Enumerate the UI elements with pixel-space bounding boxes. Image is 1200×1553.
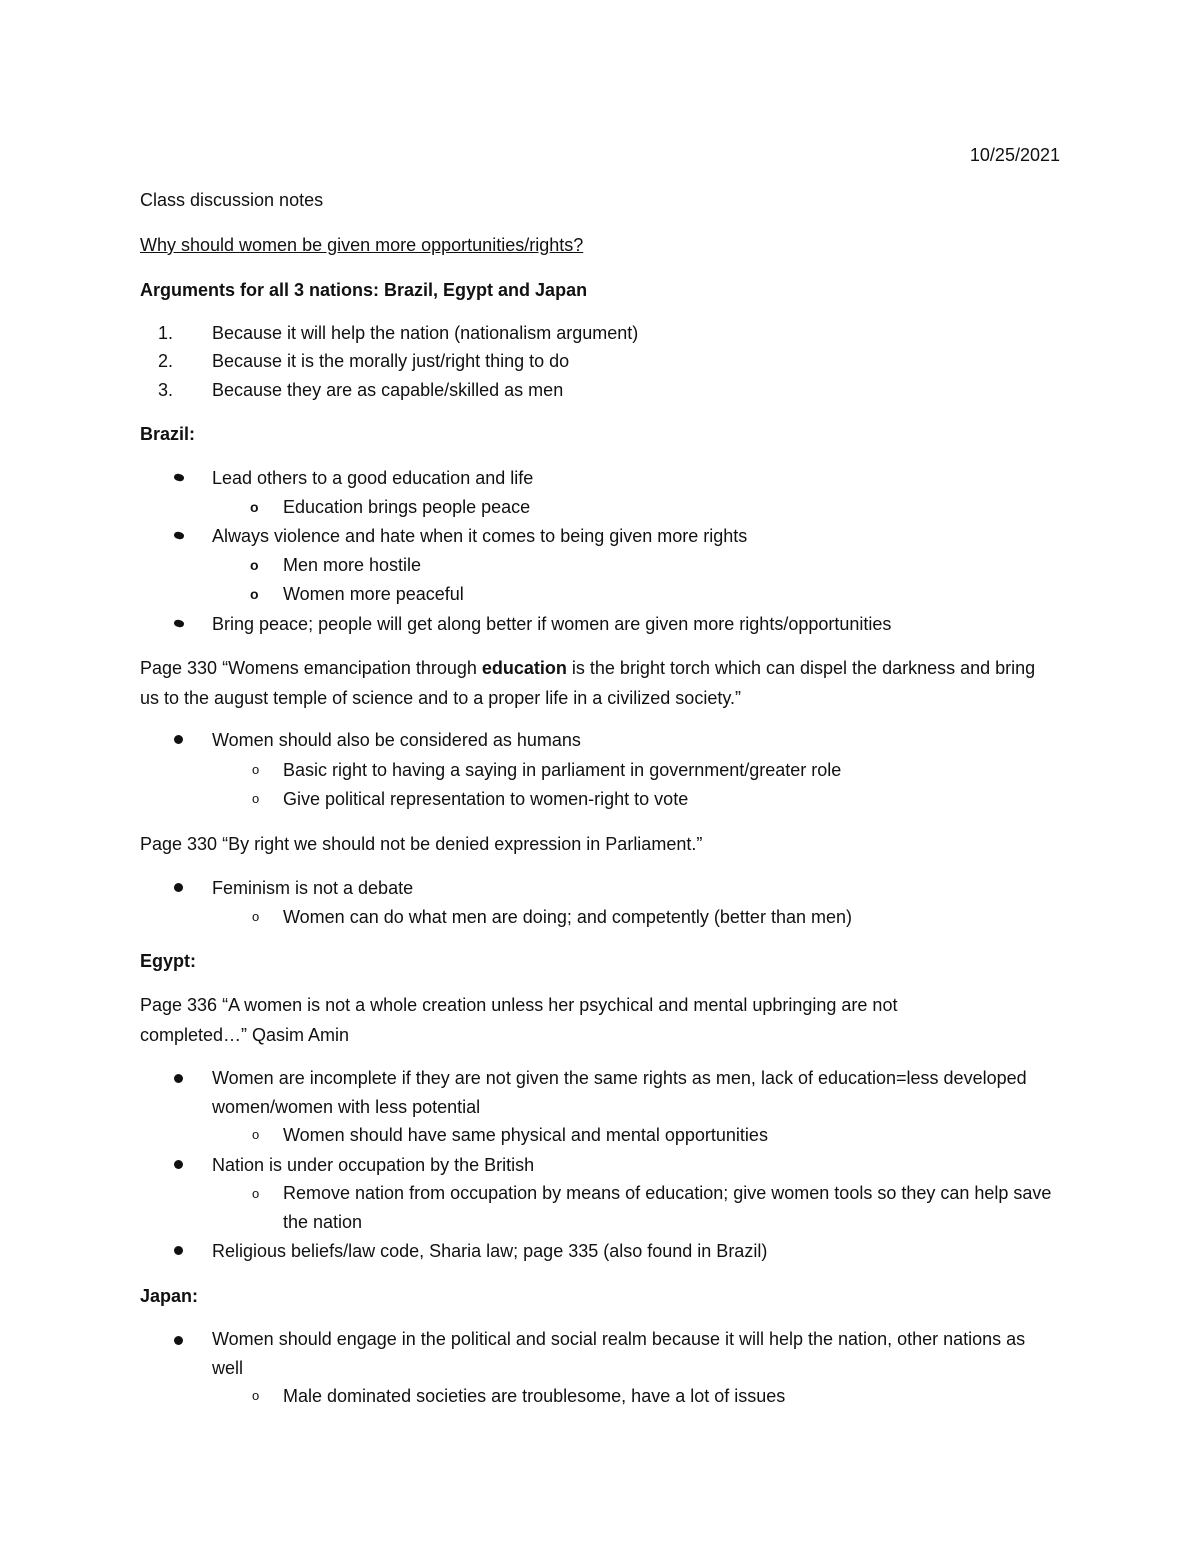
- question-title: Why should women be given more opportunities/rights?: [140, 235, 584, 255]
- list-item: Bring peace; people will get along better if women are given more rights/opportunities: [212, 614, 892, 634]
- quote-text: is the bright torch which can dispel the darkness and bring us to the august temple of science and to a proper life in a civilized society.”: [140, 658, 1036, 708]
- quote-text: Page 330 “Womens emancipation through: [140, 658, 482, 678]
- sub-bullet-icon: o: [250, 586, 259, 602]
- list-item: Basic right to having a saying in parliament in government/greater role: [283, 760, 842, 780]
- sub-bullet-icon: o: [252, 1186, 260, 1201]
- sub-bullet-icon: o: [252, 909, 260, 924]
- all-nations-title: Arguments for all 3 nations: Brazil, Egypt and Japan: [140, 280, 588, 300]
- sub-bullet-icon: o: [252, 1127, 260, 1142]
- egypt-title: Egypt:: [140, 951, 196, 971]
- bullet-icon: [174, 735, 183, 744]
- list-item: Women should also be considered as humans: [212, 730, 581, 750]
- heading: Class discussion notes: [140, 190, 324, 210]
- list-number: 2.: [158, 351, 174, 371]
- bullet-icon: [174, 883, 183, 892]
- list-item: Give political representation to women-right to vote: [283, 789, 689, 809]
- list-item: Religious beliefs/law code, Sharia law; page 335 (also found in Brazil): [212, 1241, 768, 1261]
- list-item: Always violence and hate when it comes to being given more rights: [212, 526, 748, 546]
- bullet-icon: [174, 1246, 183, 1255]
- sub-bullet-icon: o: [252, 1388, 260, 1403]
- list-item: Nation is under occupation by the British: [212, 1155, 535, 1175]
- list-item: Remove nation from occupation by means of education; give women tools so they can help save the nation: [283, 1183, 1052, 1232]
- list-item: Women should have same physical and mental opportunities: [283, 1125, 768, 1145]
- list-item: Because they are as capable/skilled as men: [212, 380, 564, 400]
- bullet-icon: [173, 619, 185, 629]
- list-item: Because it is the morally just/right thing to do: [212, 351, 570, 371]
- list-item: Education brings people peace: [283, 497, 531, 517]
- quote-paragraph: [140, 653, 1050, 713]
- list-number: 3.: [158, 380, 174, 400]
- sub-bullet-icon: o: [250, 499, 259, 515]
- japan-title: Japan:: [140, 1286, 199, 1306]
- list-item: Men more hostile: [283, 555, 422, 575]
- quote-emphasis: education: [481, 658, 567, 678]
- list-item: Women should engage in the political and social realm because it will help the nation, other nations as well: [212, 1329, 1026, 1378]
- bullet-icon: [173, 531, 185, 541]
- bullet-icon: [174, 1336, 183, 1345]
- list-item: Women can do what men are doing; and competently (better than men): [283, 907, 852, 927]
- quote-paragraph: Page 336 “A women is not a whole creation unless her psychical and mental upbringing are not completed…” Qasim Amin: [140, 995, 898, 1045]
- list-item: Because it will help the nation (nationalism argument): [212, 323, 639, 343]
- sub-bullet-icon: o: [252, 791, 260, 806]
- bullet-icon: [174, 1074, 183, 1083]
- list-item: Feminism is not a debate: [212, 878, 414, 898]
- brazil-title: Brazil:: [140, 424, 196, 444]
- list-item: Women are incomplete if they are not given the same rights as men, lack of education=less developed women/women with less potential: [212, 1068, 1027, 1117]
- bullet-icon: [174, 1160, 183, 1169]
- sub-bullet-icon: o: [252, 762, 260, 777]
- list-item: Male dominated societies are troublesome, have a lot of issues: [283, 1386, 786, 1406]
- date: 10/25/2021: [969, 145, 1060, 165]
- sub-bullet-icon: o: [250, 557, 259, 573]
- list-item: Women more peaceful: [283, 584, 464, 604]
- quote-paragraph: Page 330 “By right we should not be denied expression in Parliament.”: [140, 834, 703, 854]
- bullet-icon: [173, 473, 185, 483]
- list-item: Lead others to a good education and life: [212, 468, 534, 488]
- list-number: 1.: [158, 323, 174, 343]
